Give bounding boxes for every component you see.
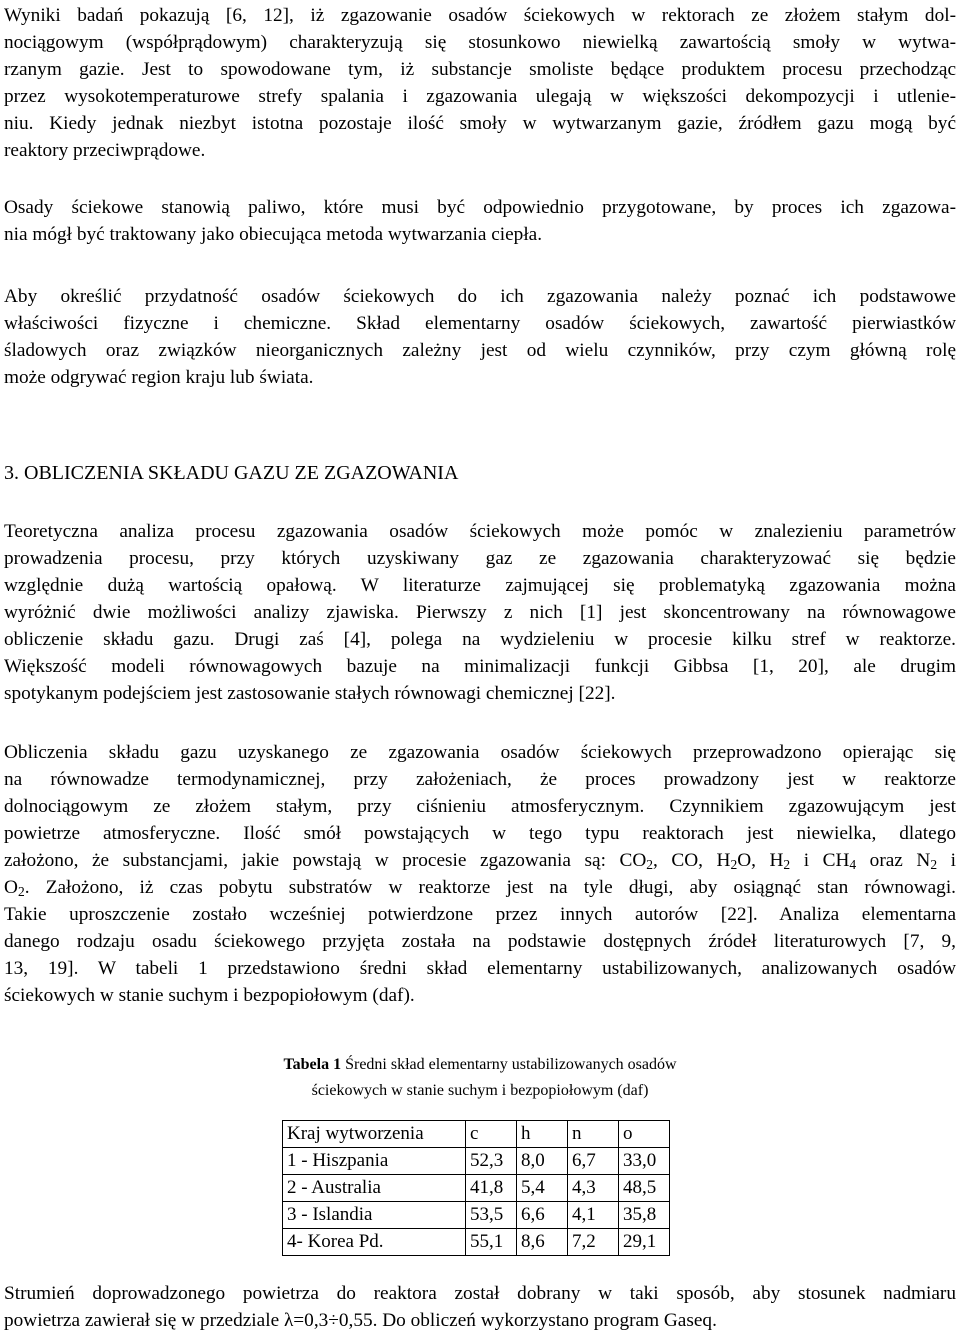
table-cell: 8,0 (517, 1148, 568, 1175)
caption-text: Średni skład elementarny ustabilizowanych osadów (341, 1056, 677, 1073)
table-cell: 6,7 (568, 1148, 619, 1175)
text-fragment: i CH (790, 850, 850, 871)
table-caption (0, 1052, 960, 1104)
subscript: 2 (17, 884, 25, 899)
table-header-cell: n (568, 1121, 619, 1148)
text-line: Większość modeli równowagowych bazuje na minimalizacji funkcji Gibbsa [1, 20], ale drugim (4, 656, 956, 677)
text-line: nia mógł być traktowany jako obiecująca metoda wytwarzania ciepła. (4, 224, 543, 245)
text-line: powietrza zawierał się w przedziale λ=0,3÷0,55. Do obliczeń wykorzystano program Gaseq. (4, 1310, 717, 1331)
text-line: danego rodzaju osadu ściekowego przyjęta została na podstawie dostępnych źródeł literaturowych [7, 9, (4, 931, 956, 952)
text-line: Osady ściekowe stanowią paliwo, które musi być odpowiednio przygotowane, by proces ich zgazowa- (4, 197, 956, 218)
subscript: 2 (783, 857, 791, 872)
table-cell: 5,4 (517, 1175, 568, 1202)
table-cell: 4,1 (568, 1202, 619, 1229)
text-line: na równowadze termodynamicznej, przy założeniach, że proces prowadzony jest w reaktorze (4, 769, 956, 790)
table-row (283, 1229, 670, 1256)
table-cell: 41,8 (466, 1175, 517, 1202)
text-line: Wyniki badań pokazują [6, 12], iż zgazowanie osadów ściekowych w rektorach ze złożem stałym dol- (4, 5, 956, 26)
text-line: Teoretyczna analiza procesu zgazowania osadów ściekowych może pomóc w znalezieniu parametrów (4, 521, 956, 542)
table-header-row (283, 1121, 670, 1148)
table-header-cell: h (517, 1121, 568, 1148)
text-fragment: założono, że substancjami, jakie powstają w procesie zgazowania są: CO (4, 850, 647, 871)
text-line: rzanym gazie. Jest to spowodowane tym, iż substancje smoliste będące produktem procesu przechodząc (4, 59, 956, 80)
text-line: właściwości fizyczne i chemiczne. Skład elementarny osadów ściekowych, zawartość pierwiastków (4, 313, 956, 334)
text-fragment: O (4, 877, 18, 898)
subscript: 2 (930, 857, 938, 872)
text-fragment: i (937, 850, 956, 871)
table-header-cell: c (466, 1121, 517, 1148)
table-cell: 53,5 (466, 1202, 517, 1229)
table-row (283, 1175, 670, 1202)
text-line: reaktory przeciwprądowe. (4, 140, 206, 161)
text-line: powietrze atmosferyczne. Ilość smół powstających w tego typu reaktorach jest niewielka, dlatego (4, 823, 956, 844)
table-cell: 4- Korea Pd. (283, 1229, 466, 1256)
table-cell: 8,6 (517, 1229, 568, 1256)
text-fragment: , CO, H (653, 850, 731, 871)
text-line: Takie uproszczenie zostało wcześniej potwierdzone przez innych autorów [22]. Analiza elementarna (4, 904, 956, 925)
table-cell: 55,1 (466, 1229, 517, 1256)
table-row (283, 1202, 670, 1229)
table-row (283, 1148, 670, 1175)
text-line: Strumień doprowadzonego powietrza do reaktora został dobrany w taki sposób, aby stosunek nadmiaru (4, 1283, 956, 1304)
text-line: ściekowych w stanie suchym i bezpopiołowym (daf). (4, 985, 415, 1006)
subscript: 2 (646, 857, 653, 872)
table-cell: 33,0 (619, 1148, 670, 1175)
table-header-cell: Kraj wytworzenia (283, 1121, 466, 1148)
text-line: prowadzenia procesu, przy których uzyskiwany gaz ze zgazowania charakteryzować się będzie (4, 548, 956, 569)
text-line: nociągowym (współprądowym) charakteryzują się stosunkowo niewielką zawartością smoły w wytwa- (4, 32, 956, 53)
table-cell: 48,5 (619, 1175, 670, 1202)
text-line: śladowych oraz związków nieorganicznych zależny jest od wielu czynników, przy czym główną rolę (4, 340, 956, 361)
table-cell: 1 - Hiszpania (283, 1148, 466, 1175)
text-fragment: oraz N (856, 850, 931, 871)
text-line: Obliczenia składu gazu uzyskanego ze zgazowania osadów ściekowych przeprowadzono opierając się (4, 742, 956, 763)
composition-table (282, 1120, 670, 1256)
text-line: niu. Kiedy jednak niezbyt istotna pozostaje ilość smoły w wytwarzanym gazie, źródłem gazu mogą być (4, 113, 956, 134)
caption-line-2: ściekowych w stanie suchym i bezpopiołowym (daf) (311, 1082, 649, 1099)
text-line: może odgrywać region kraju lub świata. (4, 367, 314, 388)
table-cell: 29,1 (619, 1229, 670, 1256)
text-line: 13, 19]. W tabeli 1 przedstawiono średni skład elementarny ustabilizowanych, analizowanych osadów (4, 958, 956, 979)
text-line: wyróżnić dwie możliwości analizy zjawiska. Pierwszy z nich [1] jest skoncentrowany na równowagowe (4, 602, 956, 623)
text-fragment: . Założono, iż czas pobytu substratów w reaktorze jest na tyle długi, aby osiągnąć stan równowagi. (24, 877, 956, 898)
text-line: dolnociągowym ze złożem stałym, przy ciśnieniu atmosferycznym. Czynnikiem zgazowującym jest (4, 796, 956, 817)
text-line: względnie dużą wartością opałową. W literaturze zajmującej się problematyką zgazowania można (4, 575, 956, 596)
formula-line (4, 847, 956, 874)
formula-line (4, 874, 956, 901)
subscript: 4 (849, 857, 857, 872)
table-cell: 4,3 (568, 1175, 619, 1202)
text-fragment: O, H (737, 850, 784, 871)
caption-label: Tabela 1 (283, 1056, 342, 1073)
text-line: obliczenie składu gazu. Drugi zaś [4], polega na wydzieleniu w procesie kilku stref w reaktorze. (4, 629, 956, 650)
table-cell: 7,2 (568, 1229, 619, 1256)
table-cell: 2 - Australia (283, 1175, 466, 1202)
text-line: przez wysokotemperaturowe strefy spalania i zgazowania ulegają w większości dekompozycji i utlenie- (4, 86, 956, 107)
table-cell: 35,8 (619, 1202, 670, 1229)
table-header-cell: o (619, 1121, 670, 1148)
text-line: Aby określić przydatność osadów ściekowych do ich zgazowania należy poznać ich podstawowe (4, 286, 956, 307)
table-cell: 6,6 (517, 1202, 568, 1229)
section-heading: 3. OBLICZENIA SKŁADU GAZU ZE ZGAZOWANIA (4, 462, 459, 484)
subscript: 2 (730, 857, 738, 872)
caption-line-1 (0, 1052, 960, 1078)
table-cell: 52,3 (466, 1148, 517, 1175)
text-line: spotykanym podejściem jest zastosowanie stałych równowagi chemicznej [22]. (4, 683, 616, 704)
table-cell: 3 - Islandia (283, 1202, 466, 1229)
